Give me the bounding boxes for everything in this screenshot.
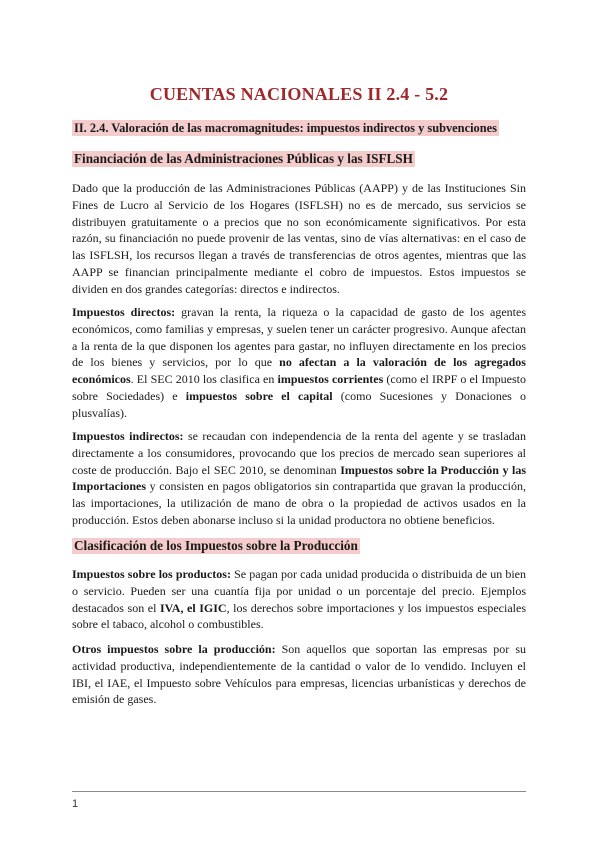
text: Son aquellos que soportan las empresas por su actividad productiva, independientemente de la cantidad o valor de lo vendido. Incluyen el IBI, el IAE, el Impuesto sobre Vehículos para empresas, licencias urbanísticas y derechos de emisión de gases. bbox=[72, 642, 526, 707]
text: , los derechos sobre importaciones y los impuestos especiales sobre el tabaco, alcohol o combustibles. bbox=[72, 600, 526, 632]
paragraph-financing: Dado que la producción de las Administraciones Públicas (AAPP) y de las Instituciones Sin Fines de Lucro al Servicio de los Hogares (ISFLSH) no es de mercado, sus servicios se distribuyen gratuitamente o a precios que no son económicamente significativos. Por esta razón, su financiación no puede provenir de las ventas, sino de vías alternativas: en el caso de las ISFLSH, los recursos llegan a través de transferencias de otros agentes, mientras que las AAPP se financian principalmente mediante el cobro de impuestos. Estos impuestos se dividen en dos grandes categorías: directos e indirectos. bbox=[72, 181, 526, 296]
paragraph-indirect-taxes bbox=[72, 428, 526, 529]
emphasis: impuestos sobre el capital bbox=[185, 388, 333, 403]
page-number: 1 bbox=[72, 798, 79, 810]
text: . El SEC 2010 los clasifica en bbox=[130, 372, 278, 387]
text: gravan la renta, la riqueza o la capacidad de gasto de los agentes económicos, como familias y empresas, y suelen tener un carácter progresivo. Aunque afectan a la renta de la que disponen los agentes para gastar, no influyen directamente en los precios de los bienes y servicios, por lo que bbox=[72, 305, 527, 370]
emphasis: no afectan a la valoración de los agregados económicos bbox=[72, 355, 526, 387]
emphasis: IVA, el IGIC bbox=[160, 600, 227, 615]
subheading-financing: Financiación de las Administraciones Públicas y las ISFLSH bbox=[74, 151, 413, 166]
text: (como el IRPF o el Impuesto sobre Sociedades) e bbox=[72, 372, 527, 403]
emphasis: Impuestos sobre la Producción y las Importaciones bbox=[72, 462, 526, 494]
subheading-classification: Clasificación de los Impuestos sobre la Producción bbox=[74, 538, 358, 553]
emphasis: impuestos corrientes bbox=[277, 372, 384, 387]
text: (como Sucesiones y Donaciones o plusvalías). bbox=[72, 388, 527, 420]
paragraph-other-production-taxes bbox=[72, 641, 526, 708]
paragraph-product-taxes bbox=[72, 566, 526, 633]
term-other-production-taxes: Otros impuestos sobre la producción: bbox=[72, 642, 276, 656]
footer-divider bbox=[72, 791, 526, 792]
document-title: CUENTAS NACIONALES II 2.4 - 5.2 bbox=[149, 84, 449, 104]
section-heading: II. 2.4. Valoración de las macromagnitudes: impuestos indirectos y subvenciones bbox=[74, 121, 497, 135]
term-indirect-taxes: Impuestos indirectos: bbox=[72, 429, 184, 443]
text: y consisten en pagos obligatorios sin contrapartida que gravan la producción, las importaciones, la utilización de mano de obra o la propiedad de activos usados en la producción. Estos deben abonarse incluso si la unidad productora no obtiene beneficios. bbox=[72, 479, 526, 527]
text: Se pagan por cada unidad producida o distribuida de un bien o servicio. Pueden ser una cuantía fija por unidad o un porcentaje del precio. Ejemplos destacados son el bbox=[72, 567, 527, 615]
paragraph-direct-taxes bbox=[72, 304, 526, 422]
term-product-taxes: Impuestos sobre los productos: bbox=[72, 567, 231, 581]
text: se recaudan con independencia de la renta del agente y se trasladan directamente a los consumidores, provocando que los precios de mercado sean superiores al coste de producción. Bajo el SEC 2010, se denominan bbox=[72, 429, 526, 477]
term-direct-taxes: Impuestos directos: bbox=[72, 305, 176, 319]
